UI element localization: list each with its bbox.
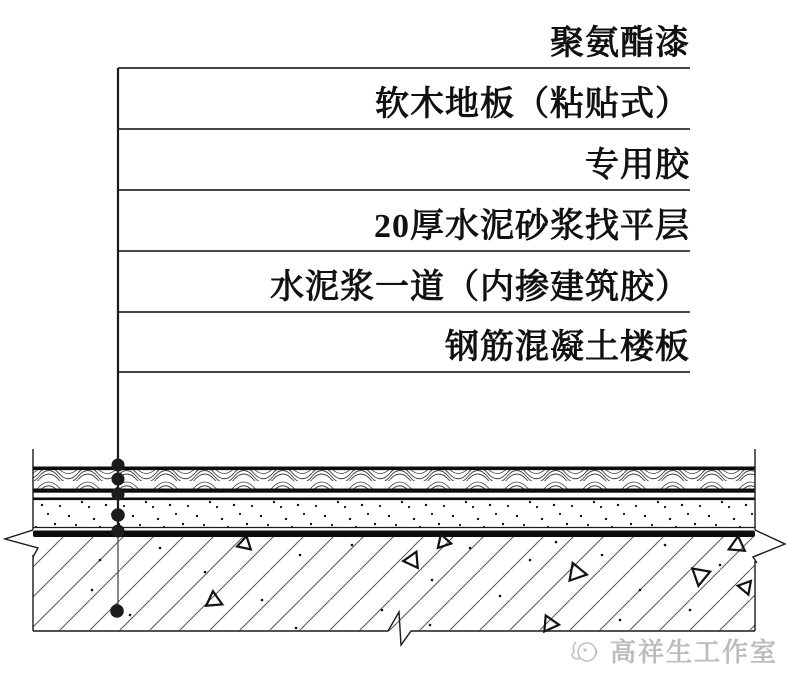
studio-logo-icon <box>570 636 604 666</box>
layer-label-special-glue: 专用胶 <box>585 147 690 184</box>
watermark-text: 高祥生工作室 <box>609 638 778 667</box>
layer-label-polyurethane-paint: 聚氨酯漆 <box>550 25 690 62</box>
mortar-top-line <box>33 498 755 501</box>
glue-layer-band <box>33 489 755 493</box>
right-break-symbol <box>753 530 785 563</box>
watermark <box>570 632 778 669</box>
cork-layer-band <box>33 470 755 489</box>
concrete-slab-band <box>33 537 755 631</box>
layer-label-cement-slurry: 水泥浆一道（内掺建筑胶） <box>270 269 690 306</box>
layer-label-concrete-slab: 钢筋混凝土楼板 <box>445 329 690 366</box>
paint-layer-band <box>33 467 755 471</box>
right-boundary <box>753 449 785 631</box>
mortar-layer-band <box>33 500 755 527</box>
slurry-layer-band <box>33 531 755 538</box>
layer-label-cork-flooring: 软木地板（粘贴式） <box>375 86 690 123</box>
layer-label-cement-mortar: 20厚水泥砂浆找平层 <box>374 208 690 245</box>
